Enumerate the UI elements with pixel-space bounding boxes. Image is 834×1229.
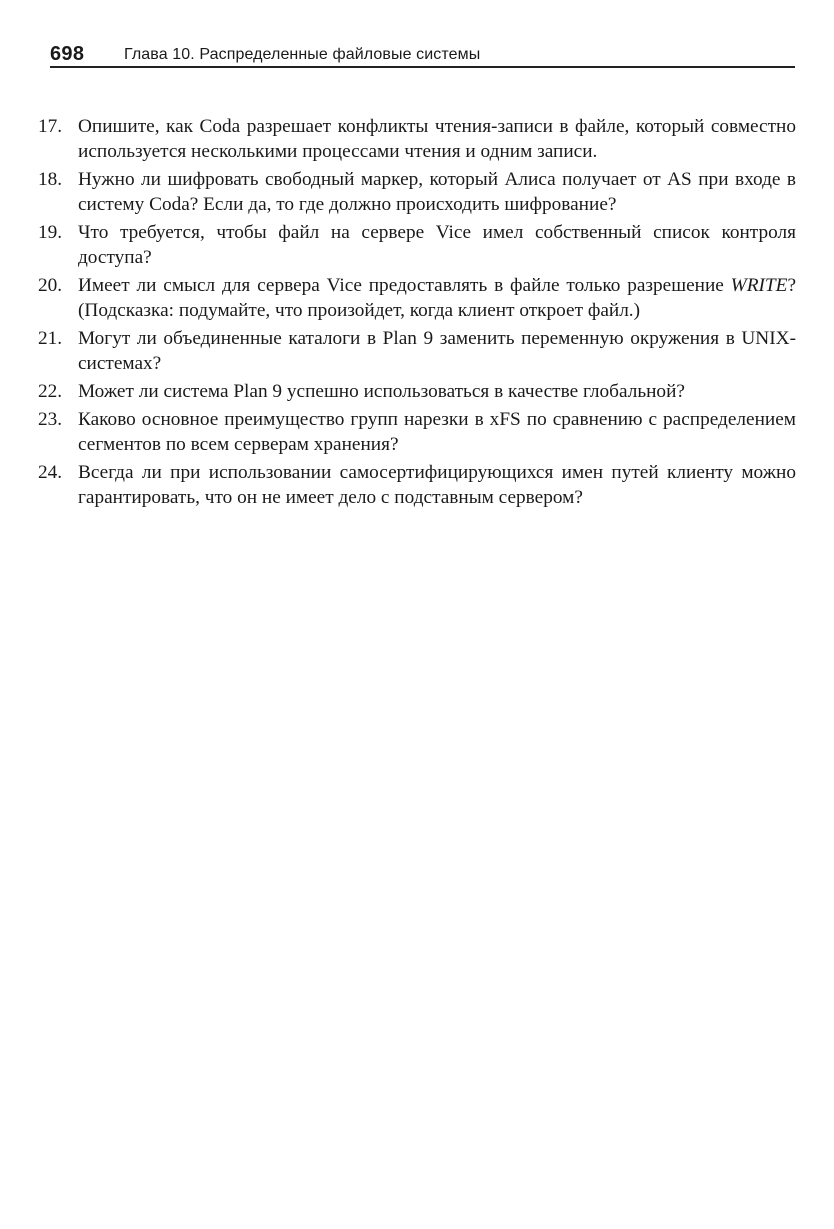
text-run: Опишите, как Coda разрешает конфликты чтения-записи в файле, который совместно используется несколькими процессами чтения и одним записи. xyxy=(78,116,796,162)
exercise-item xyxy=(38,460,796,510)
emphasized-term: WRITE xyxy=(730,275,788,296)
text-run: Всегда ли при использовании самосертифицирующихся имен путей клиенту можно гарантировать, что он не имеет дело с подставным сервером? xyxy=(78,462,796,508)
text-run: Что требуется, чтобы файл на сервере Vice имел собственный список контроля доступа? xyxy=(78,222,796,268)
text-run: ? (Подсказка: подумайте, что произойдет, когда клиент откроет файл.) xyxy=(78,275,796,321)
exercise-text xyxy=(78,220,796,270)
text-run: Нужно ли шифровать свободный маркер, который Алиса получает от AS при входе в систему Coda? Если да, то где должно происходить шифрование? xyxy=(78,169,796,215)
text-run: Имеет ли смысл для сервера Vice предоставлять в файле только разрешение xyxy=(78,275,731,296)
exercise-number: 18. xyxy=(38,169,63,190)
exercise-number: 23. xyxy=(38,409,63,430)
exercise-number: 21. xyxy=(38,328,63,349)
exercise-text xyxy=(78,167,796,217)
exercise-item xyxy=(38,407,796,457)
exercise-number: 22. xyxy=(38,381,63,402)
exercise-text xyxy=(78,460,796,510)
exercise-text xyxy=(78,114,796,164)
header-rule xyxy=(50,66,795,68)
exercise-item xyxy=(38,220,796,270)
running-head xyxy=(50,38,794,64)
exercise-list xyxy=(38,114,796,513)
chapter-title: Глава 10. Распределенные файловые системы xyxy=(124,46,481,63)
exercise-text xyxy=(78,273,796,323)
text-run: Каково основное преимущество групп нарезки в xFS по сравнению с распределением сегментов по всем серверам хранения? xyxy=(78,409,796,455)
exercise-text xyxy=(78,326,796,376)
text-run: Могут ли объединенные каталоги в Plan 9 заменить переменную окружения в UNIX-системах? xyxy=(78,328,796,374)
text-run: Может ли система Plan 9 успешно использоваться в качестве глобальной? xyxy=(78,381,685,402)
exercise-item xyxy=(38,273,796,323)
exercise-number: 17. xyxy=(38,116,63,137)
exercise-text xyxy=(78,407,796,457)
exercise-number: 20. xyxy=(38,275,63,296)
exercise-text xyxy=(78,379,796,404)
exercise-item xyxy=(38,379,796,404)
exercise-item xyxy=(38,114,796,164)
page-number: 698 xyxy=(50,43,85,65)
exercise-item xyxy=(38,167,796,217)
exercise-number: 24. xyxy=(38,462,63,483)
exercise-number: 19. xyxy=(38,222,63,243)
exercise-item xyxy=(38,326,796,376)
